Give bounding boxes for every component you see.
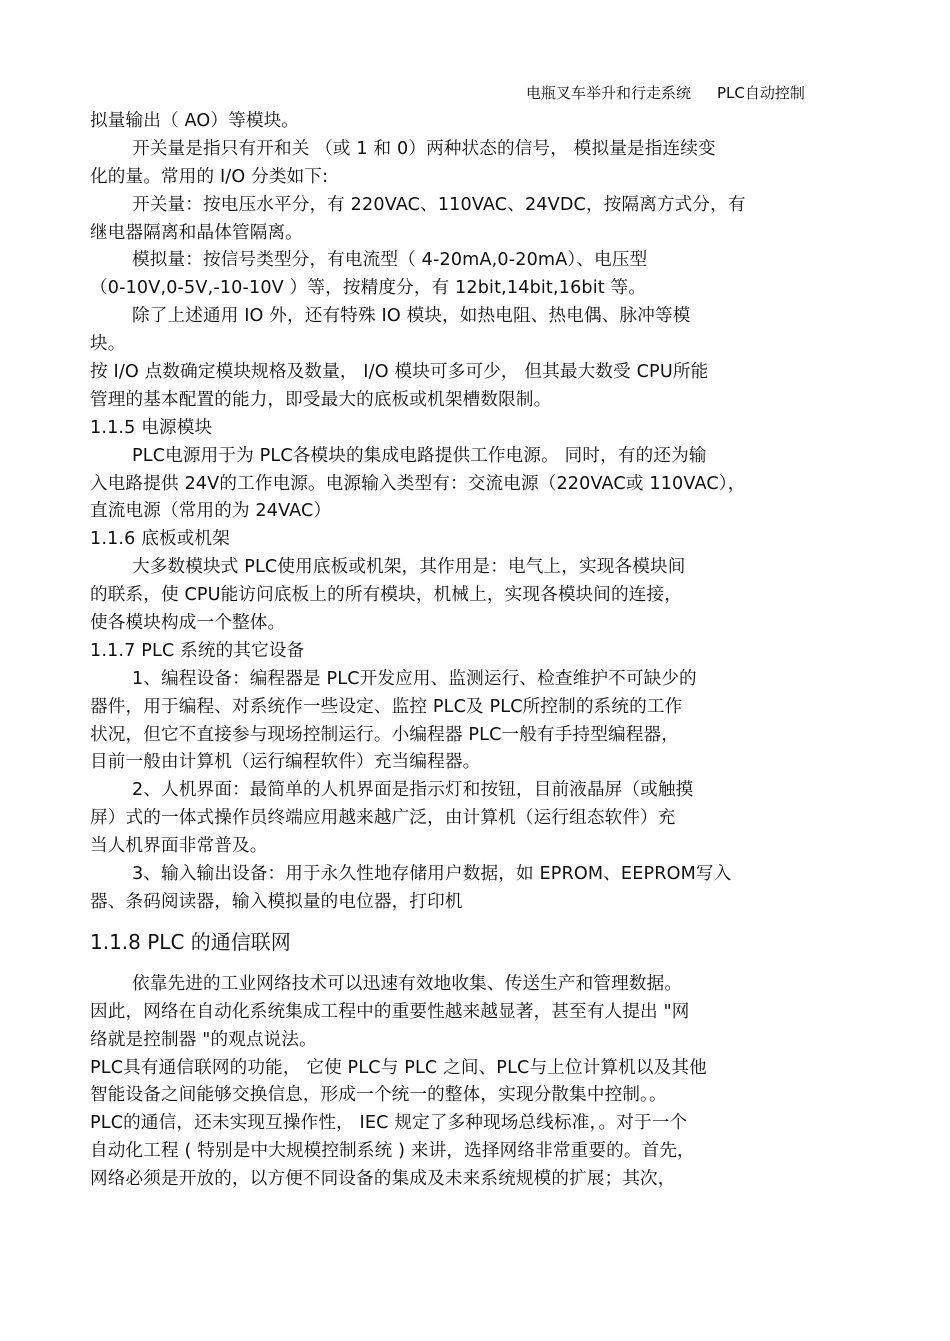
text-line: 直流电源（常用的为 24VAC）	[90, 501, 332, 522]
section-heading-1-1-8: 1.1.8 PLC 的通信联网	[90, 929, 291, 954]
text-line: PLC的通信，还未实现互操作性， IEC 规定了多种现场总线标准，。对于一个	[90, 1113, 688, 1134]
header-title-right: PLC自动控制	[717, 84, 805, 102]
text-line: 除了上述通用 IO 外，还有特殊 IO 模块，如热电阻、热电偶、脉冲等模	[132, 306, 691, 327]
running-header	[526, 83, 846, 103]
text-line: 目前一般由计算机（运行编程软件）充当编程器。	[90, 752, 481, 773]
text-line: 按 I/O 点数确定模块规格及数量， I/O 模块可多可少， 但其最大数受 CPU所能	[90, 362, 709, 383]
text-line: 器、条码阅读器，输入模拟量的电位器，打印机	[90, 891, 463, 912]
text-line: 依靠先进的工业网络技术可以迅速有效地收集、传送生产和管理数据。	[132, 973, 683, 994]
text-line: 继电器隔离和晶体管隔离。	[90, 222, 303, 243]
text-line: 模拟量：按信号类型分，有电流型（ 4-20mA,0-20mA）、电压型	[132, 250, 648, 271]
text-line: 状况，但它不直接参与现场控制运行。小编程器 PLC一般有手持型编程器，	[90, 724, 679, 745]
section-heading-1-1-7: 1.1.7 PLC 系统的其它设备	[90, 640, 305, 661]
text-line: 开关量是指只有开和关 （或 1 和 0）两种状态的信号， 模拟量是指连续变	[132, 138, 716, 159]
text-line: 络就是控制器 "的观点说法。	[90, 1029, 317, 1050]
text-line: 入电路提供 24V的工作电源。电源输入类型有：交流电源（220VAC或 110VAC），	[90, 473, 746, 494]
text-line: 化的量。常用的 I/O 分类如下:	[90, 166, 329, 187]
text-line: 自动化工程 ( 特别是中大规模控制系统 ) 来讲，选择网络非常重要的。首先，	[90, 1141, 695, 1162]
body-text	[90, 108, 830, 1194]
text-line: 当人机界面非常普及。	[90, 836, 268, 857]
text-line: （0-10V,0-5V,-10-10V ）等，按精度分，有 12bit,14bit,16bit 等。	[90, 278, 647, 299]
text-line: 拟量输出（ AO）等模块。	[90, 111, 300, 131]
text-line: 因此，网络在自动化系统集成工程中的重要性越来越显著，甚至有人提出 "网	[90, 1001, 690, 1022]
text-line: 器件，用于编程、对系统作一些设定、监控 PLC及 PLC所控制的系统的工作	[90, 696, 683, 717]
text-line: 智能设备之间能够交换信息，形成一个统一的整体，实现分散集中控制。。	[90, 1085, 667, 1106]
text-line: 使各模块构成一个整体。	[90, 613, 286, 634]
text-line: 网络必须是开放的，以方便不同设备的集成及未来系统规模的扩展；其次，	[90, 1169, 676, 1190]
text-line: PLC具有通信联网的功能， 它使 PLC与 PLC 之间、PLC与上位计算机以及其他	[90, 1057, 707, 1078]
text-line: PLC电源用于为 PLC各模块的集成电路提供工作电源。 同时，有的还为输	[132, 445, 707, 466]
text-line: 开关量：按电压水平分，有 220VAC、110VAC、24VDC，按隔离方式分，有	[132, 194, 746, 215]
text-line: 3、输入输出设备：用于永久性地存储用户数据，如 EPROM、EEPROM写入	[132, 864, 732, 885]
section-heading-1-1-6: 1.1.6 底板或机架	[90, 529, 230, 550]
text-line: 管理的基本配置的能力，即受最大的底板或机架槽数限制。	[90, 389, 552, 410]
section-heading-1-1-5: 1.1.5 电源模块	[90, 417, 213, 438]
text-line: 大多数模块式 PLC使用底板或机架，其作用是：电气上，实现各模块间	[132, 557, 686, 578]
text-line: 2、人机界面：最简单的人机界面是指示灯和按钮，目前液晶屏（或触摸	[132, 780, 694, 801]
text-line: 块。	[90, 334, 126, 355]
text-line: 的联系，使 CPU能访问底板上的所有模块，机械上，实现各模块间的连接，	[90, 585, 683, 606]
header-title-left: 电瓶叉车举升和行走系统	[526, 84, 692, 102]
text-line: 1、编程设备：编程器是 PLC开发应用、监测运行、检查维护不可缺少的	[132, 668, 697, 689]
text-line: 屏）式的一体式操作员终端应用越来越广泛，由计算机（运行组态软件）充	[90, 808, 676, 829]
